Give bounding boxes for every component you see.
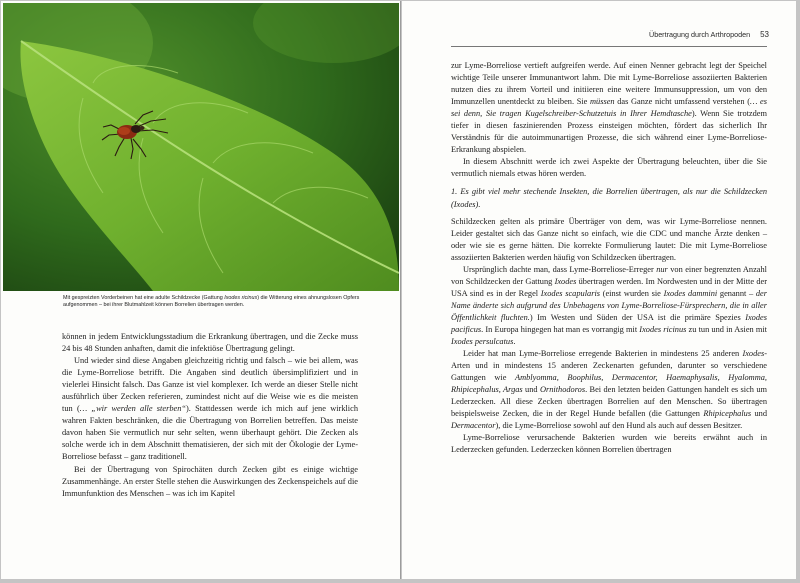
running-head-title: Übertragung durch Arthropoden <box>649 30 751 39</box>
italic-span: Rhipicephalus <box>703 409 752 419</box>
section-heading: 1. Es gibt viel mehr stechende Insekten, die Borrelien übertragen, als nur die Schildzecken (Ixodes). <box>451 187 767 209</box>
italic-span: nur <box>656 264 668 274</box>
italic-span: Ornithodoros <box>539 385 586 395</box>
text-span: das Ganze nicht umfassend verstehen ( <box>614 97 750 107</box>
text-span: ), die Lyme-Borreliose sowohl auf den Hund als auch auf dessen Besitzer. <box>495 421 743 431</box>
text-span: Und wieder sind diese Angaben gleichzeitig richtig und falsch – wie bei allem, was die Lyme-Borreliose betrifft. Die Angaben sind deutlich übersimplifiziert und in vielerlei Hinsicht falsch. Das Ganze ist viel komplexer. Ich werde an dieser Stelle nicht ausführlich über Zecken referieren, zumindest nicht auf die Weise wie es die meisten tun ( <box>62 356 358 414</box>
right-body-text <box>451 60 767 457</box>
text-span: zu tun und in Asien mit <box>686 324 767 334</box>
italic-span: Ixodes <box>554 276 577 286</box>
italic-span: Ixodes ricinus <box>639 324 687 334</box>
italic-span: Dermacentor <box>451 421 496 431</box>
text-span: von einer begrenzten Anzahl von Schildzecken der Gattung <box>451 264 767 286</box>
text-span: ). Stattdessen werde ich mich auf jene wirklich wahren Fakten beschränken, die die Übertragung von Borrelien betreffen. Das meiste davon haben Sie vermutlich nur sehr selten, wenn überhaupt gehört. Die Zecken als solche werde ich in dem Abschnitt thematisieren, der sich mit der Ökologie der Lyme-Borreliose befasst – ganz traditionell. <box>62 404 358 462</box>
text-span: übertragen werden. Im Nordwesten und in der Mitte der USA sind es in der Regel <box>451 276 767 298</box>
text-span: Leider hat man Lyme-Borreliose erregende Bakterien in mindestens 25 anderen <box>463 349 743 359</box>
left-page <box>1 1 401 579</box>
paragraph: Bei der Übertragung von Spirochäten durch Zecken gibt es einige wichtige Zusammenhänge. An erster Stelle stehen die Auswirkungen des Zeckenspeichels auf die Immunfunktion des Menschen – was ich im Kapitel <box>62 464 358 498</box>
paragraph <box>451 60 767 156</box>
text-span: (einst wurden sie <box>600 288 664 298</box>
italic-span: Ixodes persulcatus <box>451 337 514 347</box>
paragraph <box>451 264 767 348</box>
paragraph: In diesem Abschnitt werde ich zwei Aspekte der Übertragung beleuchten, über die Sie vermutlich niemals etwas hören werden. <box>451 157 767 179</box>
caption-species: Ixodes ricinus <box>224 295 258 301</box>
header-rule <box>451 46 767 47</box>
italic-span: Amblyomma, Boophilus, Dermacentor, Haemaphysalis, Hyalomma, Rhipicephalus, Argas <box>451 373 767 395</box>
text-span: ) Im Westen und Süden der USA ist die primäre Spezies <box>529 312 746 322</box>
italic-span: Ixodes dammini <box>663 288 718 298</box>
running-head <box>609 30 769 39</box>
paragraph: Lyme-Borreliose verursachende Bakterien wurden wie bereits erwähnt auch in Lederzecken gefunden. Lederzecken können Borrelien übertragen <box>451 433 767 455</box>
caption-text: Mit gespreizten Vorderbeinen hat eine adulte Schildzecke (Gattung <box>63 295 225 301</box>
page-number: 53 <box>760 30 769 39</box>
text-span: Ursprünglich dachte man, dass Lyme-Borreliose-Erreger <box>463 264 657 274</box>
italic-span: müssen <box>590 97 615 107</box>
paragraph <box>451 348 767 432</box>
photo-caption <box>63 295 381 310</box>
text-span: -Arten und in mindestens 15 anderen Zeckenarten gefunden, darunter so verschiedene Gattungen wie <box>451 349 767 383</box>
text-span: . In Europa hingegen hat man es vorrangig mit <box>481 324 640 334</box>
caption-text-end: ) die Witterung eines ahnungslosen Opfers aufgenommen – bei ihrer Blutmahlzeit können Borrelien übertragen werden. <box>63 295 360 309</box>
italic-span: der Name änderte sich aufgrund des Unbehagens von Lyme-Borreliose-Fürsprechern, die in aller Öffentlichkeit fluchten. <box>451 288 767 322</box>
paragraph: Schildzecken gelten als primäre Überträger von dem, was wir Lyme-Borreliose nennen. Leider gestaltet sich das Ganze nicht so einfach, wie die CDC und manche Ärzte denken – oder wie sie es gerne hätten. Die korrekte Formulierung lautet: Die mit Lyme-Borreliose assoziierten Bakterien werden häufig von Schildzecken übertragen. <box>451 216 767 262</box>
paragraph: können in jedem Entwicklungsstadium die Erkrankung übertragen, und die Zecke muss 24 bis 48 Stunden anhaften, damit die infektiöse Übertragung gelingt. <box>62 332 358 354</box>
italic-span: Ixodes pacificus <box>451 312 767 334</box>
text-span: und <box>522 385 540 395</box>
italic-span: … „wir werden alle sterben“ <box>79 404 187 414</box>
text-span: . <box>513 337 516 347</box>
italic-span: … es sei denn, Sie tragen Kugelschreiber-Schutzetuis in Ihrer Hemdtasche <box>451 97 767 119</box>
paragraph <box>62 355 358 463</box>
tick-on-leaf-photo <box>3 3 399 291</box>
text-span: zur Lyme-Borreliose vertieft aufgreifen werde. Auf einen Nenner gebracht legt der Speichel wichtige Teile unserer Immunantwort lahm. Die mit Lyme-Borreliose assoziierten Bakterien nutzen dies zu ihrem Vorteil und initiieren eine weitere Immunsuppression, um von den Immunzellen unentdeckt zu bleiben. Sie <box>451 61 767 107</box>
text-span: . Bei den letzten beiden Gattungen handelt es sich um Lederzecken. All diese Zecken übertragen Borrelien auf den Menschen. So übertragen beispielsweise Zecken, die in der Regel Hunde befallen (die Gattungen <box>451 385 767 419</box>
text-span: genannt – <box>717 288 756 298</box>
italic-span: Ixodes <box>742 349 765 359</box>
text-span: ). Wenn Sie trotzdem tiefer in diesen faszinierenden Prozess einsteigen möchten, fördert das sicherlich Ihr Verständnis für die autoimmunartigen Prozesse, die sich während einer Lyme-Borreliose-Erkrankung abspielen. <box>451 109 768 155</box>
italic-span: Ixodes scapularis <box>540 288 601 298</box>
left-body-text <box>62 331 358 500</box>
text-span: und <box>751 409 767 419</box>
